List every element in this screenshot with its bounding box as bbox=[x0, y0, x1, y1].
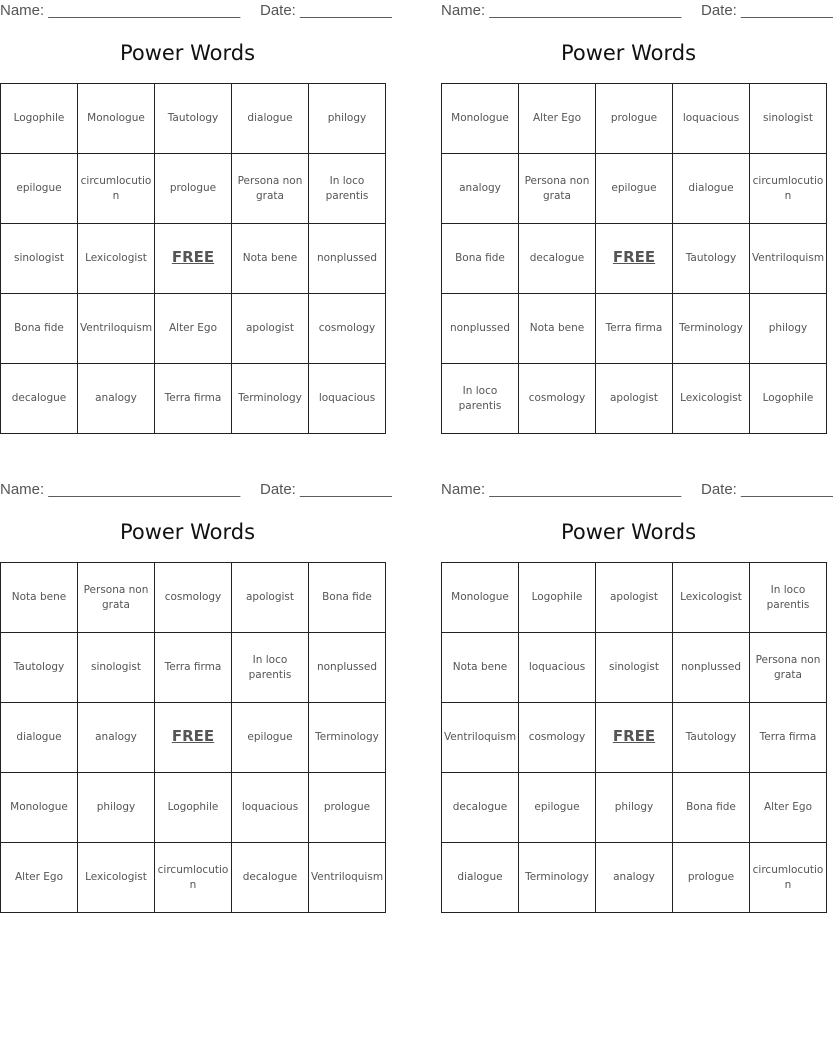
bingo-cell[interactable] bbox=[1, 563, 78, 633]
bingo-card-4 bbox=[441, 479, 833, 891]
bingo-cell[interactable] bbox=[596, 294, 673, 364]
bingo-cell[interactable] bbox=[78, 563, 155, 633]
cell-word: philogy bbox=[327, 112, 367, 124]
cell-word: Persona non grata bbox=[524, 174, 590, 202]
cell-word: Ventriloquism bbox=[443, 731, 517, 743]
bingo-cell[interactable] bbox=[596, 364, 673, 434]
bingo-cell[interactable] bbox=[155, 364, 232, 434]
grid-row bbox=[1, 703, 386, 773]
cell-word: loquacious bbox=[241, 801, 299, 813]
free-space-cell[interactable] bbox=[596, 703, 673, 773]
cell-word: prologue bbox=[169, 182, 217, 194]
cell-word: In loco parentis bbox=[248, 653, 292, 681]
bingo-cell[interactable] bbox=[155, 563, 232, 633]
bingo-card-3 bbox=[0, 479, 392, 891]
cell-word: In loco parentis bbox=[766, 583, 810, 611]
bingo-cell[interactable] bbox=[442, 364, 519, 434]
card-header bbox=[0, 0, 392, 22]
grid-row bbox=[442, 224, 827, 294]
bingo-cell[interactable] bbox=[673, 224, 750, 294]
bingo-cell[interactable] bbox=[673, 633, 750, 703]
cell-word: loquacious bbox=[682, 112, 740, 124]
cell-word: Terminology bbox=[679, 322, 743, 334]
free-space-cell[interactable] bbox=[155, 224, 232, 294]
cell-word: circumlocution bbox=[80, 174, 152, 202]
bingo-cell[interactable] bbox=[309, 703, 386, 773]
cell-word: Bona fide bbox=[455, 252, 505, 264]
bingo-cell[interactable] bbox=[1, 703, 78, 773]
grid-row bbox=[442, 843, 827, 913]
grid-row bbox=[442, 364, 827, 434]
grid-row bbox=[442, 154, 827, 224]
bingo-cell[interactable] bbox=[309, 224, 386, 294]
grid-row bbox=[1, 843, 386, 913]
card-title: Power Words bbox=[560, 520, 697, 544]
grid-row bbox=[1, 224, 386, 294]
bingo-cell[interactable] bbox=[309, 364, 386, 434]
cell-word: cosmology bbox=[318, 322, 376, 334]
date-field[interactable]: Date: ___________ bbox=[260, 2, 392, 19]
bingo-cell[interactable] bbox=[232, 294, 309, 364]
cell-word: prologue bbox=[687, 871, 735, 883]
card-title: Power Words bbox=[560, 41, 697, 65]
cell-word: Logophile bbox=[762, 392, 814, 404]
bingo-grid bbox=[0, 562, 386, 913]
bingo-cell[interactable] bbox=[309, 294, 386, 364]
cell-word: decalogue bbox=[11, 392, 67, 404]
bingo-cell[interactable] bbox=[309, 154, 386, 224]
bingo-cell[interactable] bbox=[232, 773, 309, 843]
bingo-cell[interactable] bbox=[78, 224, 155, 294]
cell-word: Persona non grata bbox=[237, 174, 303, 202]
cell-word: decalogue bbox=[242, 871, 298, 883]
cell-word: Terra firma bbox=[605, 322, 663, 334]
cell-word: Lexicologist bbox=[85, 252, 147, 264]
cell-word: nonplussed bbox=[449, 322, 511, 334]
bingo-cell[interactable] bbox=[232, 633, 309, 703]
grid-row bbox=[1, 364, 386, 434]
cell-word: Bona fide bbox=[686, 801, 736, 813]
bingo-cell[interactable] bbox=[519, 364, 596, 434]
cell-word: apologist bbox=[245, 591, 295, 603]
cell-word: Monologue bbox=[451, 591, 509, 603]
bingo-cell[interactable] bbox=[1, 224, 78, 294]
bingo-cell[interactable] bbox=[673, 703, 750, 773]
bingo-card-1 bbox=[0, 0, 392, 404]
cell-word: sinologist bbox=[609, 661, 659, 673]
bingo-cell[interactable] bbox=[232, 364, 309, 434]
cell-word: Logophile bbox=[167, 801, 219, 813]
bingo-cell[interactable] bbox=[673, 364, 750, 434]
cell-word: In loco parentis bbox=[325, 174, 369, 202]
bingo-cell[interactable] bbox=[750, 843, 827, 913]
cell-word: Lexicologist bbox=[680, 392, 742, 404]
cell-word: circumlocution bbox=[752, 863, 824, 891]
bingo-cell[interactable] bbox=[596, 84, 673, 154]
grid-row bbox=[1, 84, 386, 154]
bingo-cell[interactable] bbox=[78, 633, 155, 703]
cell-word: Ventriloquism bbox=[310, 871, 384, 883]
cell-word: analogy bbox=[459, 182, 501, 194]
date-field[interactable]: Date: ___________ bbox=[260, 481, 392, 498]
bingo-cell[interactable] bbox=[673, 294, 750, 364]
bingo-cell[interactable] bbox=[309, 633, 386, 703]
cell-word: circumlocution bbox=[157, 863, 229, 891]
cell-word: Persona non grata bbox=[755, 653, 821, 681]
bingo-cell[interactable] bbox=[596, 843, 673, 913]
bingo-cell[interactable] bbox=[309, 843, 386, 913]
bingo-grid bbox=[441, 562, 827, 913]
cell-word: circumlocution bbox=[752, 174, 824, 202]
cell-word: epilogue bbox=[534, 801, 580, 813]
cell-word: Bona fide bbox=[322, 591, 372, 603]
bingo-cell[interactable] bbox=[442, 843, 519, 913]
bingo-cell[interactable] bbox=[155, 84, 232, 154]
name-field[interactable]: Name: _______________________ bbox=[441, 2, 682, 19]
cell-word: nonplussed bbox=[316, 252, 378, 264]
card-header bbox=[441, 479, 833, 501]
cell-word: apologist bbox=[245, 322, 295, 334]
bingo-cell[interactable] bbox=[519, 843, 596, 913]
free-space-label: FREE bbox=[171, 727, 215, 745]
bingo-cell[interactable] bbox=[750, 633, 827, 703]
cell-word: epilogue bbox=[247, 731, 293, 743]
bingo-cell[interactable] bbox=[750, 224, 827, 294]
free-space-cell[interactable] bbox=[155, 703, 232, 773]
free-space-label: FREE bbox=[612, 248, 656, 266]
bingo-cell[interactable] bbox=[442, 84, 519, 154]
bingo-cell[interactable] bbox=[750, 84, 827, 154]
bingo-grid bbox=[441, 83, 827, 434]
free-space-cell[interactable] bbox=[596, 224, 673, 294]
cell-word: nonplussed bbox=[680, 661, 742, 673]
cell-word: Monologue bbox=[451, 112, 509, 124]
bingo-cell[interactable] bbox=[673, 843, 750, 913]
bingo-cell[interactable] bbox=[232, 224, 309, 294]
bingo-cell[interactable] bbox=[232, 154, 309, 224]
cell-word: Nota bene bbox=[529, 322, 585, 334]
cell-word: Logophile bbox=[13, 112, 65, 124]
cell-word: cosmology bbox=[164, 591, 222, 603]
name-field[interactable]: Name: _______________________ bbox=[441, 481, 682, 498]
bingo-cell[interactable] bbox=[78, 773, 155, 843]
cell-word: Persona non grata bbox=[83, 583, 149, 611]
bingo-cell[interactable] bbox=[750, 703, 827, 773]
free-space-label: FREE bbox=[171, 248, 215, 266]
bingo-cell[interactable] bbox=[519, 294, 596, 364]
cell-word: Monologue bbox=[10, 801, 68, 813]
cell-word: Terminology bbox=[525, 871, 589, 883]
cell-word: epilogue bbox=[611, 182, 657, 194]
cell-word: prologue bbox=[610, 112, 658, 124]
cell-word: sinologist bbox=[91, 661, 141, 673]
cell-word: Alter Ego bbox=[763, 801, 813, 813]
bingo-cell[interactable] bbox=[155, 154, 232, 224]
bingo-cell[interactable] bbox=[519, 703, 596, 773]
cell-word: Tautology bbox=[685, 252, 737, 264]
bingo-cell[interactable] bbox=[1, 843, 78, 913]
bingo-cell[interactable] bbox=[673, 563, 750, 633]
grid-row bbox=[442, 633, 827, 703]
cell-word: Alter Ego bbox=[14, 871, 64, 883]
bingo-cell[interactable] bbox=[78, 154, 155, 224]
bingo-cell[interactable] bbox=[596, 773, 673, 843]
bingo-cell[interactable] bbox=[442, 563, 519, 633]
bingo-cell[interactable] bbox=[750, 154, 827, 224]
bingo-cell[interactable] bbox=[232, 563, 309, 633]
cell-word: apologist bbox=[609, 392, 659, 404]
grid-row bbox=[1, 773, 386, 843]
bingo-cell[interactable] bbox=[673, 84, 750, 154]
cell-word: dialogue bbox=[16, 731, 62, 743]
cell-word: Terminology bbox=[315, 731, 379, 743]
bingo-cell[interactable] bbox=[232, 703, 309, 773]
cell-word: Nota bene bbox=[452, 661, 508, 673]
bingo-cell[interactable] bbox=[1, 633, 78, 703]
bingo-cell[interactable] bbox=[78, 843, 155, 913]
grid-row bbox=[442, 84, 827, 154]
bingo-cell[interactable] bbox=[1, 154, 78, 224]
grid-row bbox=[1, 294, 386, 364]
bingo-cell[interactable] bbox=[78, 294, 155, 364]
bingo-cell[interactable] bbox=[78, 364, 155, 434]
cell-word: analogy bbox=[613, 871, 655, 883]
cell-word: Terra firma bbox=[164, 392, 222, 404]
cell-word: sinologist bbox=[14, 252, 64, 264]
cell-word: Alter Ego bbox=[168, 322, 218, 334]
bingo-cell[interactable] bbox=[750, 563, 827, 633]
cell-word: Tautology bbox=[167, 112, 219, 124]
cell-word: Nota bene bbox=[242, 252, 298, 264]
bingo-cell[interactable] bbox=[1, 364, 78, 434]
card-title: Power Words bbox=[119, 520, 256, 544]
bingo-cell[interactable] bbox=[155, 773, 232, 843]
cell-word: Terra firma bbox=[164, 661, 222, 673]
bingo-cell[interactable] bbox=[519, 224, 596, 294]
cell-word: loquacious bbox=[318, 392, 376, 404]
bingo-cell[interactable] bbox=[596, 563, 673, 633]
cell-word: decalogue bbox=[529, 252, 585, 264]
bingo-grid bbox=[0, 83, 386, 434]
bingo-cell[interactable] bbox=[750, 773, 827, 843]
cell-word: Tautology bbox=[13, 661, 65, 673]
cell-word: philogy bbox=[768, 322, 808, 334]
bingo-cell[interactable] bbox=[596, 154, 673, 224]
card-title: Power Words bbox=[119, 41, 256, 65]
cell-word: Ventriloquism bbox=[79, 322, 153, 334]
bingo-card-2 bbox=[441, 0, 833, 412]
bingo-cell[interactable] bbox=[309, 84, 386, 154]
name-field[interactable]: Name: _______________________ bbox=[0, 2, 241, 19]
bingo-cell[interactable] bbox=[232, 84, 309, 154]
cell-word: decalogue bbox=[452, 801, 508, 813]
cell-word: philogy bbox=[96, 801, 136, 813]
bingo-cell[interactable] bbox=[750, 294, 827, 364]
card-header bbox=[0, 479, 392, 501]
cell-word: Terra firma bbox=[759, 731, 817, 743]
bingo-cell[interactable] bbox=[1, 84, 78, 154]
bingo-cell[interactable] bbox=[309, 563, 386, 633]
bingo-cell[interactable] bbox=[78, 703, 155, 773]
bingo-cell[interactable] bbox=[442, 154, 519, 224]
cell-word: Bona fide bbox=[14, 322, 64, 334]
cell-word: dialogue bbox=[457, 871, 503, 883]
card-header bbox=[441, 0, 833, 22]
cell-word: Logophile bbox=[531, 591, 583, 603]
cell-word: nonplussed bbox=[316, 661, 378, 673]
bingo-cell[interactable] bbox=[519, 154, 596, 224]
cell-word: analogy bbox=[95, 392, 137, 404]
cell-word: cosmology bbox=[528, 392, 586, 404]
grid-row bbox=[442, 563, 827, 633]
cell-word: Lexicologist bbox=[85, 871, 147, 883]
grid-row bbox=[442, 703, 827, 773]
bingo-cell[interactable] bbox=[596, 633, 673, 703]
bingo-cell[interactable] bbox=[442, 703, 519, 773]
free-space-label: FREE bbox=[612, 727, 656, 745]
cell-word: In loco parentis bbox=[458, 384, 502, 412]
cell-word: philogy bbox=[614, 801, 654, 813]
bingo-cell[interactable] bbox=[1, 773, 78, 843]
date-field[interactable]: Date: ___________ bbox=[701, 2, 833, 19]
grid-row bbox=[442, 294, 827, 364]
cell-word: Nota bene bbox=[11, 591, 67, 603]
bingo-cell[interactable] bbox=[442, 773, 519, 843]
cell-word: apologist bbox=[609, 591, 659, 603]
cell-word: dialogue bbox=[247, 112, 293, 124]
bingo-cell[interactable] bbox=[155, 294, 232, 364]
bingo-cell[interactable] bbox=[519, 563, 596, 633]
cell-word: cosmology bbox=[528, 731, 586, 743]
cell-word: sinologist bbox=[763, 112, 813, 124]
cell-word: loquacious bbox=[528, 661, 586, 673]
bingo-cell[interactable] bbox=[442, 294, 519, 364]
cell-word: dialogue bbox=[688, 182, 734, 194]
grid-row bbox=[442, 773, 827, 843]
bingo-cell[interactable] bbox=[78, 84, 155, 154]
date-field[interactable]: Date: ___________ bbox=[701, 481, 833, 498]
bingo-cell[interactable] bbox=[309, 773, 386, 843]
grid-row bbox=[1, 154, 386, 224]
cell-word: prologue bbox=[323, 801, 371, 813]
cell-word: Tautology bbox=[685, 731, 737, 743]
cell-word: Alter Ego bbox=[532, 112, 582, 124]
bingo-cell[interactable] bbox=[155, 633, 232, 703]
bingo-cell[interactable] bbox=[442, 224, 519, 294]
name-field[interactable]: Name: _______________________ bbox=[0, 481, 241, 498]
bingo-cell[interactable] bbox=[519, 84, 596, 154]
grid-row bbox=[1, 633, 386, 703]
cell-word: epilogue bbox=[16, 182, 62, 194]
cell-word: Monologue bbox=[87, 112, 145, 124]
bingo-cell[interactable] bbox=[519, 773, 596, 843]
bingo-cell[interactable] bbox=[673, 154, 750, 224]
bingo-cell[interactable] bbox=[1, 294, 78, 364]
bingo-cell[interactable] bbox=[442, 633, 519, 703]
grid-row bbox=[1, 563, 386, 633]
cell-word: Lexicologist bbox=[680, 591, 742, 603]
bingo-cell[interactable] bbox=[519, 633, 596, 703]
cell-word: Terminology bbox=[238, 392, 302, 404]
bingo-cell[interactable] bbox=[750, 364, 827, 434]
bingo-cell[interactable] bbox=[232, 843, 309, 913]
cell-word: analogy bbox=[95, 731, 137, 743]
cell-word: Ventriloquism bbox=[751, 252, 825, 264]
bingo-cell[interactable] bbox=[673, 773, 750, 843]
bingo-cell[interactable] bbox=[155, 843, 232, 913]
